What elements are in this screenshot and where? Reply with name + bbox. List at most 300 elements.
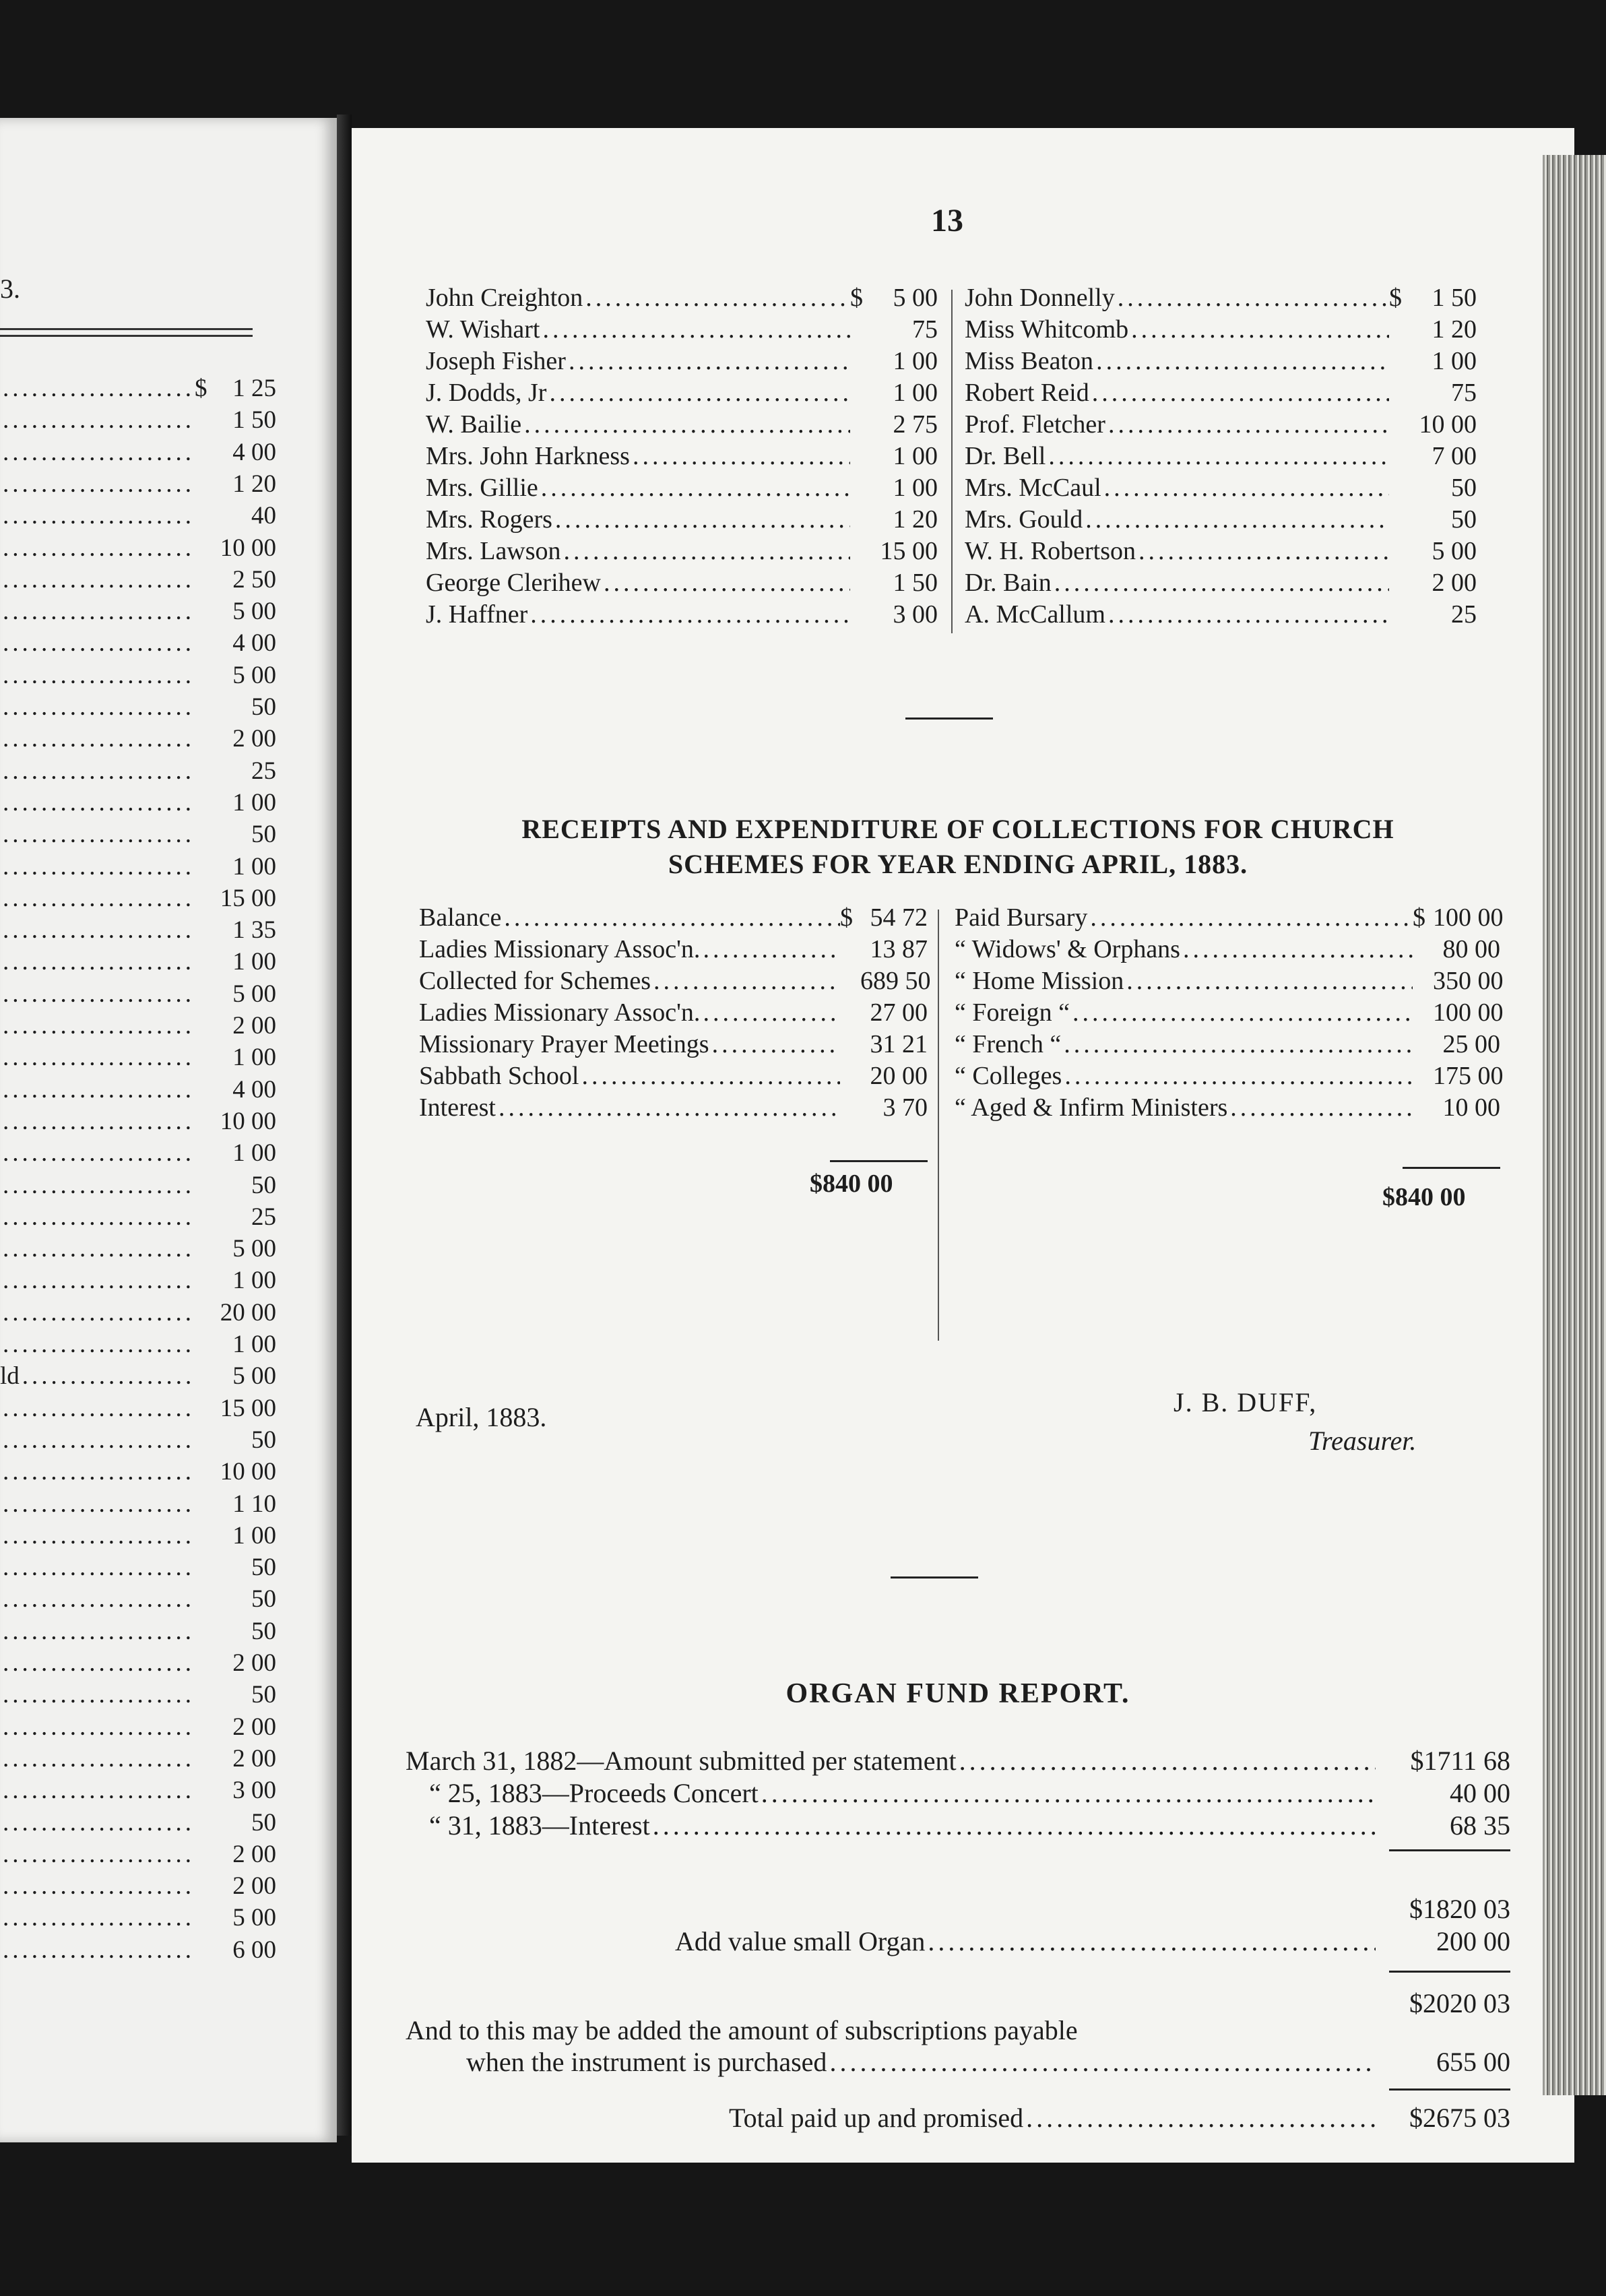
treasurer-title: Treasurer. [1308, 1426, 1417, 1456]
organ-total-amount: $2675 03 [1409, 2103, 1510, 2133]
book-spine [337, 115, 352, 2136]
organ-entry-row [406, 1777, 1510, 1810]
left-page-row [0, 470, 276, 501]
organ-subtotal-row [406, 1893, 1510, 1925]
expenditure-row [955, 934, 1500, 966]
left-page-row-amount: 40 [251, 502, 276, 530]
contributor-row-name: Miss Whitcomb [965, 315, 1129, 344]
leader-dots [0, 470, 195, 499]
left-page-row-amount: 3 00 [232, 1777, 276, 1805]
left-page-row-amount: 50 [251, 1554, 276, 1582]
contributor-row-name: Joseph Fisher [426, 347, 566, 375]
receipt-row-name: Ladies Missionary Assoc'n. [419, 935, 701, 963]
leader-dots [538, 473, 850, 503]
leader-dots [0, 1490, 195, 1519]
contributor-row [426, 283, 938, 315]
contributor-row-name: Mrs. Gould [965, 505, 1083, 534]
left-page-row [0, 1171, 276, 1202]
contributor-row-amount: 1 20 [1432, 315, 1477, 344]
leader-dots [0, 1521, 195, 1550]
leader-dots [1128, 315, 1389, 344]
leader-dots [1052, 568, 1389, 598]
left-page-row-amount: 1 50 [232, 406, 276, 435]
left-page-row [0, 1075, 276, 1106]
left-page-row-amount: 10 00 [220, 1458, 276, 1486]
contributor-row-name: Dr. Bell [965, 442, 1046, 470]
contributor-row-name: Mrs. Gillie [426, 474, 538, 502]
currency-sign: $ [1413, 903, 1425, 932]
leader-dots [1061, 1029, 1413, 1059]
expenditure-row-amount: 175 00 [1433, 1062, 1504, 1090]
contributor-row-name: A. McCallum [965, 600, 1105, 629]
left-page-row-amount: 1 20 [232, 470, 276, 498]
contributor-row-name: Mrs. Rogers [426, 505, 552, 534]
leader-dots [0, 1585, 195, 1614]
left-page-row-amount: 5 00 [232, 980, 276, 1008]
leader-dots [0, 374, 195, 403]
left-page-row [0, 980, 276, 1011]
subscriptions-line1: And to this may be added the amount of subscriptions payable [406, 2015, 1078, 2045]
leader-dots [0, 693, 195, 722]
left-page-row-amount: 10 00 [220, 534, 276, 562]
left-page-row-amount: 4 00 [232, 629, 276, 658]
organ-total-rule [1389, 2088, 1510, 2091]
organ-subtotal2-rule [1389, 1971, 1510, 1973]
left-page-row-amount: 1 00 [232, 1521, 276, 1550]
left-page-heading-fragment: 3. [0, 274, 20, 304]
left-page-row [0, 1649, 276, 1680]
leader-dots [0, 1394, 195, 1423]
expenditure-row-name: “ Foreign “ [955, 998, 1070, 1027]
organ-entry-row [406, 1810, 1510, 1842]
left-page-row-amount: 2 00 [232, 1840, 276, 1868]
leader-dots [566, 346, 850, 376]
leader-dots [0, 1872, 195, 1901]
left-page-row-amount: 1 00 [232, 1331, 276, 1358]
leader-dots [1101, 473, 1389, 503]
contributor-row-amount: 5 00 [1432, 537, 1477, 565]
expenditure-row-name: Paid Bursary [955, 903, 1088, 932]
contributor-row-name: W. H. Robertson [965, 537, 1136, 565]
contributor-row-amount: 10 00 [1419, 410, 1477, 439]
left-page-row [0, 534, 276, 565]
receipts-total-rule [830, 1160, 928, 1162]
currency-sign: $ [850, 284, 863, 312]
leader-dots [0, 661, 195, 690]
left-page-row [0, 501, 276, 532]
leader-dots [0, 629, 195, 658]
left-page-row [0, 1617, 276, 1648]
receipts-title [419, 812, 1497, 882]
left-page-row-amount: 1 00 [232, 948, 276, 976]
contributor-row-name: Miss Beaton [965, 347, 1094, 375]
receipt-row-amount: 3 70 [882, 1093, 928, 1122]
leader-dots [759, 1777, 1376, 1809]
leader-dots [496, 1093, 840, 1122]
left-page-row-amount: 20 00 [220, 1298, 276, 1327]
page-edges [1543, 155, 1606, 2095]
contributor-row-amount: 1 00 [893, 379, 938, 407]
receipt-row-amount: 27 00 [870, 998, 928, 1027]
left-page-row-amount: 5 00 [232, 598, 276, 626]
leader-dots [1115, 283, 1389, 313]
leader-dots [700, 934, 840, 964]
contributor-row [426, 378, 938, 410]
leader-dots [601, 568, 850, 598]
left-page-row-amount: 15 00 [220, 1394, 276, 1422]
left-page-row [0, 1553, 276, 1584]
contributor-row-amount: 75 [1451, 379, 1477, 407]
expenditure-row-name: “ Colleges [955, 1062, 1062, 1090]
left-page-row [0, 1744, 276, 1775]
left-page-row-amount: 6 00 [232, 1936, 276, 1964]
left-page-row [0, 693, 276, 724]
left-page-row-amount: 25 [251, 757, 276, 785]
left-page-row [0, 1457, 276, 1488]
expenditure-row-name: “ French “ [955, 1030, 1062, 1058]
contributor-row-name: W. Bailie [426, 410, 522, 439]
left-page-row-amount: 50 [251, 1171, 276, 1199]
leader-dots [1093, 346, 1389, 376]
left-page-row-amount: 25 [251, 1203, 276, 1231]
left-page-row-amount: 1 00 [232, 1139, 276, 1168]
left-page-row [0, 884, 276, 915]
left-page-row [0, 1776, 276, 1807]
contributor-row-amount: 75 [912, 315, 938, 344]
left-page-row [0, 374, 276, 405]
contributor-row [965, 315, 1477, 346]
contributor-row [426, 536, 938, 568]
contributor-row [965, 283, 1477, 315]
contributor-row-amount: 7 00 [1432, 442, 1477, 470]
left-page-row [0, 947, 276, 978]
leader-dots [0, 757, 195, 786]
left-page-row-amount: 1 10 [232, 1490, 276, 1518]
subscriptions-block [406, 2014, 1510, 2078]
receipts-total: $840 00 [810, 1170, 893, 1198]
expenditure-row-amount: 80 00 [1442, 935, 1500, 963]
organ-subtotal-rule [1389, 1849, 1510, 1851]
contributor-row-amount: 1 00 [893, 442, 938, 470]
page-number: 13 [931, 203, 963, 238]
left-page-row [0, 1011, 276, 1042]
expenditure-row [955, 1029, 1500, 1061]
receipt-row-amount: 20 00 [870, 1062, 928, 1090]
currency-sign: $ [840, 903, 853, 932]
contributor-row-name: John Donnelly [965, 284, 1115, 312]
contributor-row-amount: 50 [1451, 474, 1477, 502]
expenditures-total: $840 00 [1382, 1183, 1466, 1211]
left-page-row [0, 1139, 276, 1170]
left-page-row [0, 661, 276, 692]
expenditure-row-name: “ Widows' & Orphans [955, 935, 1180, 963]
organ-total-row [406, 2102, 1510, 2134]
left-page-row [0, 406, 276, 437]
contributor-row [426, 505, 938, 536]
treasurer-name: J. B. DUFF, [1174, 1387, 1318, 1417]
left-page-row [0, 852, 276, 883]
left-page-row-amount: 2 50 [232, 565, 276, 594]
organ-total-label: Total paid up and promised [729, 2103, 1024, 2133]
expenditure-row [955, 966, 1504, 998]
left-page-row-amount: 5 00 [232, 661, 276, 689]
contributor-row-name: Mrs. McCaul [965, 474, 1101, 502]
organ-entry-text: “ 31, 1883—Interest [429, 1810, 650, 1841]
left-page-row [0, 565, 276, 596]
left-page-row [0, 1330, 276, 1361]
contributor-row-amount: 1 00 [893, 474, 938, 502]
left-page-row [0, 1426, 276, 1457]
leader-dots [0, 1139, 195, 1168]
contributor-row-name: J. Haffner [426, 600, 528, 629]
contributor-row [426, 410, 938, 441]
expenditure-row-amount: 10 00 [1442, 1093, 1500, 1122]
leader-dots [0, 1903, 195, 1932]
receipt-row-name: Sabbath School [419, 1062, 579, 1090]
contributor-row [426, 473, 938, 505]
contributor-row-amount: 5 00 [893, 284, 938, 312]
page-13 [352, 128, 1574, 2163]
leader-dots [0, 724, 195, 753]
organ-fund-title: ORGAN FUND REPORT. [785, 1678, 1130, 1709]
receipts-title-line2: SCHEMES FOR YEAR ENDING APRIL, 1883. [668, 849, 1248, 879]
leader-dots [0, 1680, 195, 1709]
contributor-row [426, 346, 938, 378]
contributors-column-left [426, 283, 938, 631]
subscriptions-line2: when the instrument is purchased [466, 2047, 827, 2077]
receipt-row-amount: 31 21 [870, 1030, 928, 1058]
receipts-list [419, 903, 931, 1124]
leader-dots [0, 501, 195, 530]
receipt-row [419, 903, 928, 934]
leader-dots [650, 1810, 1376, 1841]
contributor-row-amount: 1 20 [893, 505, 938, 534]
leader-dots [0, 597, 195, 626]
left-page-row-amount: 15 00 [220, 884, 276, 912]
left-page-row-amount: 1 00 [232, 852, 276, 881]
receipt-row-name: Balance [419, 903, 502, 932]
receipt-row [419, 998, 928, 1029]
expenditures-list [955, 903, 1504, 1124]
left-page-row [0, 597, 276, 628]
expenditure-row [955, 1061, 1504, 1093]
leader-dots [0, 1266, 195, 1295]
left-page-row-amount: 2 00 [232, 725, 276, 753]
left-page-row [0, 1872, 276, 1903]
leader-dots [0, 1171, 195, 1200]
contributor-row [426, 441, 938, 473]
expenditure-row [955, 1093, 1500, 1124]
contributor-row-amount: 50 [1451, 505, 1477, 534]
left-page-rule [0, 335, 253, 337]
left-page-row-amount: 2 00 [232, 1012, 276, 1040]
left-page-row-amount: 1 00 [232, 1044, 276, 1072]
left-page-rule [0, 328, 253, 330]
left-page-row [0, 629, 276, 660]
leader-dots [1105, 410, 1389, 439]
leader-dots [527, 600, 850, 629]
left-page-row-amount: 1 25 [232, 375, 276, 402]
leader-dots [20, 1362, 195, 1391]
column-divider [951, 290, 953, 633]
left-page-row [0, 1713, 276, 1744]
leader-dots [0, 534, 195, 563]
organ-entry-amount: $1711 68 [1410, 1746, 1510, 1776]
left-page-row [0, 1298, 276, 1329]
receipt-row [419, 934, 928, 966]
organ-entry-amount: 40 00 [1450, 1778, 1510, 1808]
leader-dots [0, 1043, 195, 1072]
leader-dots [521, 410, 850, 439]
leader-dots [1089, 378, 1389, 408]
currency-sign: $ [1389, 284, 1402, 312]
leader-dots [700, 998, 840, 1027]
left-page-row [0, 757, 276, 788]
expenditure-row-amount: 350 00 [1433, 967, 1504, 995]
receipt-row [419, 966, 931, 998]
leader-dots [0, 1075, 195, 1104]
left-page-row-text: ld [0, 1362, 20, 1391]
currency-sign: $ [195, 375, 207, 402]
contributor-row [426, 568, 938, 600]
leader-dots [0, 820, 195, 849]
left-page-row [0, 1362, 276, 1393]
organ-subtotal2: $2020 03 [1409, 1988, 1510, 2018]
leader-dots [1070, 998, 1413, 1027]
expenditure-row-amount: 100 00 [1433, 998, 1504, 1027]
left-page-row [0, 1043, 276, 1074]
receipts-title-line1: RECEIPTS AND EXPENDITURE OF COLLECTIONS FOR CHURCH [521, 814, 1394, 844]
leader-dots [1124, 966, 1413, 996]
left-page-fragment [0, 118, 337, 2142]
left-page-row [0, 820, 276, 851]
left-page-row-amount: 2 00 [232, 1713, 276, 1741]
left-page-row-amount: 5 00 [232, 1362, 276, 1391]
receipt-row [419, 1093, 928, 1124]
contributor-row-amount: 1 50 [1432, 284, 1477, 312]
leader-dots [0, 1617, 195, 1646]
contributor-row-name: George Clerihew [426, 569, 601, 597]
receipt-row [419, 1061, 928, 1093]
left-page-row-amount: 50 [251, 1617, 276, 1645]
report-date: April, 1883. [416, 1402, 547, 1432]
leader-dots [1105, 600, 1389, 629]
expenditure-row-amount: 100 00 [1433, 903, 1504, 932]
receipt-row-amount: 13 87 [870, 935, 928, 963]
left-page-row [0, 1840, 276, 1871]
leader-dots [583, 283, 850, 313]
small-organ-label: Add value small Organ [675, 1926, 926, 1956]
expenditure-row-name: “ Aged & Infirm Ministers [955, 1093, 1228, 1122]
left-page-row [0, 1394, 276, 1425]
contributor-row-amount: 1 50 [893, 569, 938, 597]
left-page-row [0, 1521, 276, 1552]
contributor-row-amount: 1 00 [893, 347, 938, 375]
small-organ-amount: 200 00 [1436, 1926, 1510, 1956]
contributor-row-amount: 3 00 [893, 600, 938, 629]
left-page-row [0, 1808, 276, 1839]
leader-dots [0, 1203, 195, 1232]
receipt-row-name: Interest [419, 1093, 496, 1122]
left-page-row [0, 1936, 276, 1967]
contributor-row-name: Mrs. Lawson [426, 537, 561, 565]
leader-dots [0, 438, 195, 467]
leader-dots [552, 505, 850, 534]
leader-dots [0, 1744, 195, 1773]
leader-dots [1083, 505, 1389, 534]
expenditure-row-name: “ Home Mission [955, 967, 1124, 995]
left-page-row-amount: 5 00 [232, 1904, 276, 1932]
left-page-row-amount: 4 00 [232, 1075, 276, 1104]
leader-dots [540, 315, 850, 344]
left-page-row-amount: 1 00 [232, 1267, 276, 1295]
expenditure-row [955, 998, 1504, 1029]
contributor-row-name: John Creighton [426, 284, 583, 312]
leader-dots [1046, 441, 1389, 471]
left-page-row-amount: 5 00 [232, 1235, 276, 1263]
leader-dots [0, 980, 195, 1009]
leader-dots [0, 1107, 195, 1136]
contributor-row [965, 378, 1477, 410]
leader-dots [0, 1840, 195, 1869]
left-page-row-amount: 50 [251, 821, 276, 849]
small-organ-row [406, 1925, 1510, 1958]
left-page-row-amount: 10 00 [220, 1107, 276, 1135]
left-page-row [0, 1903, 276, 1934]
leader-dots [0, 1776, 195, 1805]
leader-dots [1087, 903, 1413, 932]
organ-entry-text: “ 25, 1883—Proceeds Concert [429, 1778, 759, 1808]
leader-dots [651, 966, 840, 996]
left-page-row [0, 916, 276, 947]
leader-dots [1227, 1093, 1413, 1122]
leader-dots [0, 1936, 195, 1965]
leader-dots [0, 1457, 195, 1486]
leader-dots [709, 1029, 840, 1059]
contributor-row-amount: 1 00 [1432, 347, 1477, 375]
left-page-row [0, 788, 276, 819]
section-divider [891, 1576, 978, 1578]
leader-dots [0, 1713, 195, 1742]
left-page-row [0, 438, 276, 469]
leader-dots [579, 1061, 840, 1091]
expenditure-row-amount: 25 00 [1442, 1030, 1500, 1058]
contributor-row [965, 346, 1477, 378]
leader-dots [0, 1426, 195, 1455]
left-page-row-amount: 1 35 [232, 916, 276, 945]
contributor-row-name: W. Wishart [426, 315, 540, 344]
contributor-row-amount: 25 [1451, 600, 1477, 629]
leader-dots [546, 378, 850, 408]
organ-entry-amount: 68 35 [1450, 1810, 1510, 1841]
organ-fund-entries [406, 1745, 1510, 1842]
expenditure-row [955, 903, 1504, 934]
receipt-row-amount: 54 72 [870, 903, 928, 932]
left-page-row [0, 1490, 276, 1521]
left-page-row [0, 1203, 276, 1234]
left-page-row-amount: 2 00 [232, 1649, 276, 1677]
contributor-row-name: Mrs. John Harkness [426, 442, 630, 470]
organ-entry-text: March 31, 1882—Amount submitted per statement [406, 1746, 957, 1776]
organ-entry-row [406, 1745, 1510, 1777]
contributor-row-amount: 15 00 [880, 537, 938, 565]
left-page-row-amount: 50 [251, 1585, 276, 1614]
left-page-row [0, 1585, 276, 1616]
left-page-row-amount: 2 00 [232, 1744, 276, 1773]
contributor-row-amount: 2 75 [893, 410, 938, 439]
contributor-row-amount: 2 00 [1432, 569, 1477, 597]
contributors-column-right [965, 283, 1477, 631]
